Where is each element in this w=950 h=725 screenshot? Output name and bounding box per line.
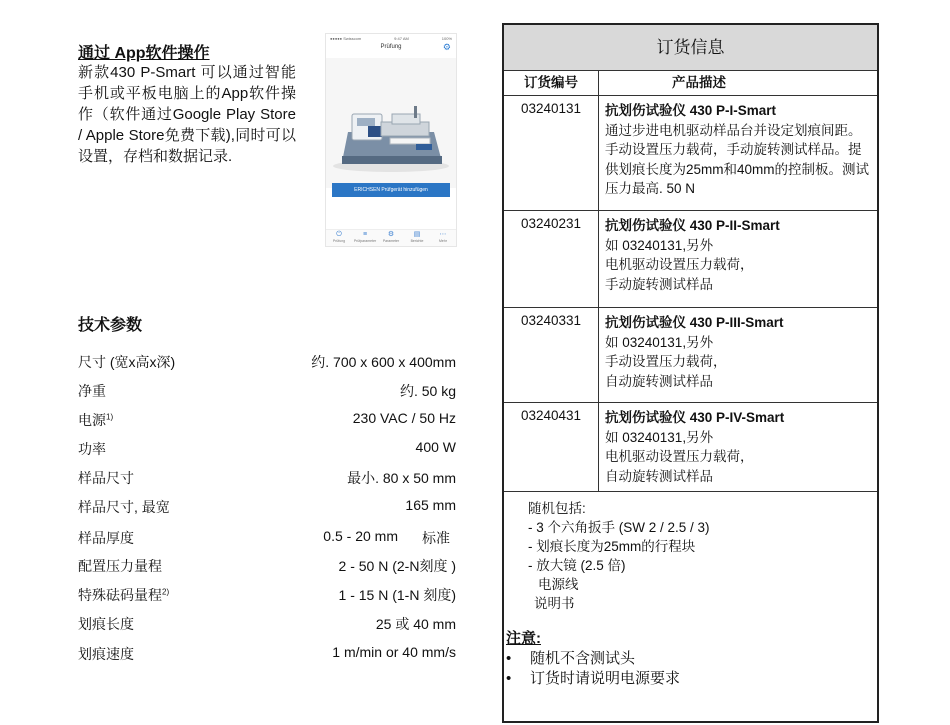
spec-row (78, 644, 456, 666)
nav-item-berichte[interactable] (404, 230, 430, 246)
spec-label: 配置压力量程 (78, 558, 162, 574)
gear-icon[interactable]: ⚙ (442, 42, 451, 52)
spec-label: 划痕长度 (78, 616, 134, 632)
row-divider (504, 210, 877, 211)
product-desc-line: 如 03240131,另外 (605, 334, 714, 350)
power-icon: ⏻ (336, 231, 342, 238)
spec-label: 净重 (78, 383, 106, 399)
nav-label: Prüfparameter (353, 239, 377, 243)
spec-value: 最小. 80 x 50 mm (347, 470, 456, 486)
nav-label: Parameter (382, 239, 400, 243)
spec-value: 2 - 50 N (2-N刻度 ) (338, 558, 456, 574)
app-section-text: 新款430 P-Smart 可以通过智能手机或平板电脑上的App软件操作（软件通过Google Play Store / Apple Store免费下载),同时可以设置，存档和数据记录. (78, 64, 296, 165)
included-items (528, 499, 710, 613)
phone-battery: 100% (441, 36, 452, 41)
spec-label: 电源 (78, 412, 106, 428)
footnote-marker: 2) (162, 587, 170, 597)
order-info-title: 订货信息 (504, 25, 877, 71)
spec-value: 0.5 - 20 mm (323, 528, 398, 544)
phone-header (326, 42, 456, 54)
product-desc-line: 如 03240131,另外 (605, 429, 714, 445)
footnote-marker: 1) (106, 412, 114, 422)
row-divider (504, 402, 877, 403)
order-code: 03240131 (520, 101, 582, 116)
spec-value: 230 VAC / 50 Hz (352, 410, 456, 426)
product-name: 抗划伤试验仪 430 P-III-Smart (605, 315, 784, 330)
note-text: 随机不含测试头 (530, 650, 636, 667)
spec-value: 1 - 15 N (1-N 刻度) (338, 587, 456, 603)
spec-label: 特殊砝码量程 (78, 587, 162, 603)
order-code: 03240231 (520, 216, 582, 231)
product-name: 抗划伤试验仪 430 P-II-Smart (605, 218, 780, 233)
included-item: - 划痕长度为25mm的行程块 (528, 539, 696, 554)
column-divider (598, 71, 599, 492)
order-desc (605, 408, 871, 486)
app-section-title: 通过 App软件操作 (78, 45, 210, 62)
spec-label: 尺寸 (宽x高x深) (78, 354, 176, 370)
nav-label: Mehr (439, 239, 447, 243)
included-item: - 3 个六角扳手 (SW 2 / 2.5 / 3) (528, 520, 710, 535)
included-title: 随机包括: (528, 501, 586, 516)
col-header-code: 订货编号 (524, 75, 578, 90)
product-desc-line: 如 03240131,另外 (605, 237, 714, 253)
note-item (506, 649, 680, 669)
spec-value: 400 W (415, 439, 456, 455)
spec-label: 样品厚度 (78, 530, 134, 546)
product-desc-line: 自动旋转测试样品 (605, 373, 713, 389)
phone-time: 9:47 AM (394, 36, 409, 41)
order-desc (605, 216, 871, 294)
spec-row (78, 439, 456, 461)
spec-label: 划痕速度 (78, 646, 134, 662)
gear-icon: ⚙ (387, 231, 395, 238)
order-code: 03240431 (520, 408, 582, 423)
spec-row (78, 528, 398, 550)
bullet-icon: • (506, 650, 512, 667)
row-divider (504, 95, 877, 96)
product-desc-line: 自动旋转测试样品 (605, 468, 713, 484)
spec-row (78, 585, 456, 607)
add-instrument-button[interactable]: ERICHSEN Prüfgerät hinzufügen (332, 183, 450, 197)
sliders-icon: ≡ (362, 231, 368, 238)
spec-row (78, 352, 456, 374)
spec-value: 25 或 40 mm (375, 616, 456, 632)
spec-standard-note: 标准 (422, 530, 450, 546)
tech-specs-title: 技术参数 (78, 317, 143, 334)
spec-row (78, 468, 456, 490)
included-item: 电源线 (538, 577, 579, 592)
note-title: 注意: (506, 630, 541, 647)
spec-value: 1 m/min or 40 mm/s (332, 644, 456, 660)
spec-row (78, 497, 456, 519)
nav-item-pruefparameter[interactable] (352, 230, 378, 246)
spec-value: 约. 700 x 600 x 400mm (311, 354, 456, 370)
more-icon: ⋯ (439, 231, 447, 238)
spec-row (78, 381, 456, 403)
bullet-icon: • (506, 670, 512, 687)
nav-label: Berichte (410, 239, 424, 243)
row-divider (504, 307, 877, 308)
order-desc (605, 101, 871, 199)
included-item: - 放大镜 (2.5 倍) (528, 558, 626, 573)
instrument-image (326, 58, 456, 188)
spec-label: 样品尺寸 (78, 470, 134, 486)
phone-header-title: Prüfung (380, 44, 402, 50)
phone-status-bar (326, 34, 456, 42)
spec-value: 165 mm (405, 497, 456, 513)
spec-label: 功率 (78, 441, 106, 457)
product-name: 抗划伤试验仪 430 P-I-Smart (605, 103, 777, 118)
included-item: 说明书 (534, 596, 575, 611)
product-desc-line: 电机驱动设置压力载荷， (605, 257, 754, 272)
product-desc-line: 手动设置压力载荷， (605, 354, 727, 369)
spec-row (78, 614, 456, 636)
note-list (506, 649, 680, 689)
col-header-desc: 产品描述 (672, 75, 726, 90)
phone-screenshot (325, 33, 457, 247)
order-desc (605, 313, 871, 391)
report-icon: ▤ (413, 231, 421, 238)
row-divider (504, 491, 877, 492)
product-desc-line: 电机驱动设置压力载荷， (605, 449, 754, 464)
nav-item-pruefung[interactable] (326, 230, 352, 246)
nav-label: Prüfung (332, 239, 346, 243)
spec-value: 约. 50 kg (399, 383, 456, 399)
product-desc-line: 手动旋转测试样品 (605, 276, 713, 292)
note-item (506, 669, 680, 689)
spec-row (78, 556, 456, 578)
product-desc-line: 通过步进电机驱动样品台并设定划痕间距。手动设置压力载荷，手动旋转测试样品。提供划痕长度为25mm和40mm的控制板。测试压力最高. 50 N (605, 122, 870, 196)
nav-item-parameter[interactable] (378, 230, 404, 246)
spec-label: 样品尺寸, 最宽 (78, 499, 170, 515)
order-info-box (502, 23, 879, 723)
order-code: 03240331 (520, 313, 582, 328)
phone-carrier: ●●●●● Swisscom (330, 36, 362, 41)
nav-item-mehr[interactable] (430, 230, 456, 246)
phone-bottom-nav (326, 229, 456, 246)
product-name: 抗划伤试验仪 430 P-IV-Smart (605, 410, 785, 425)
note-text: 订货时请说明电源要求 (530, 670, 681, 687)
spec-row (78, 410, 456, 432)
